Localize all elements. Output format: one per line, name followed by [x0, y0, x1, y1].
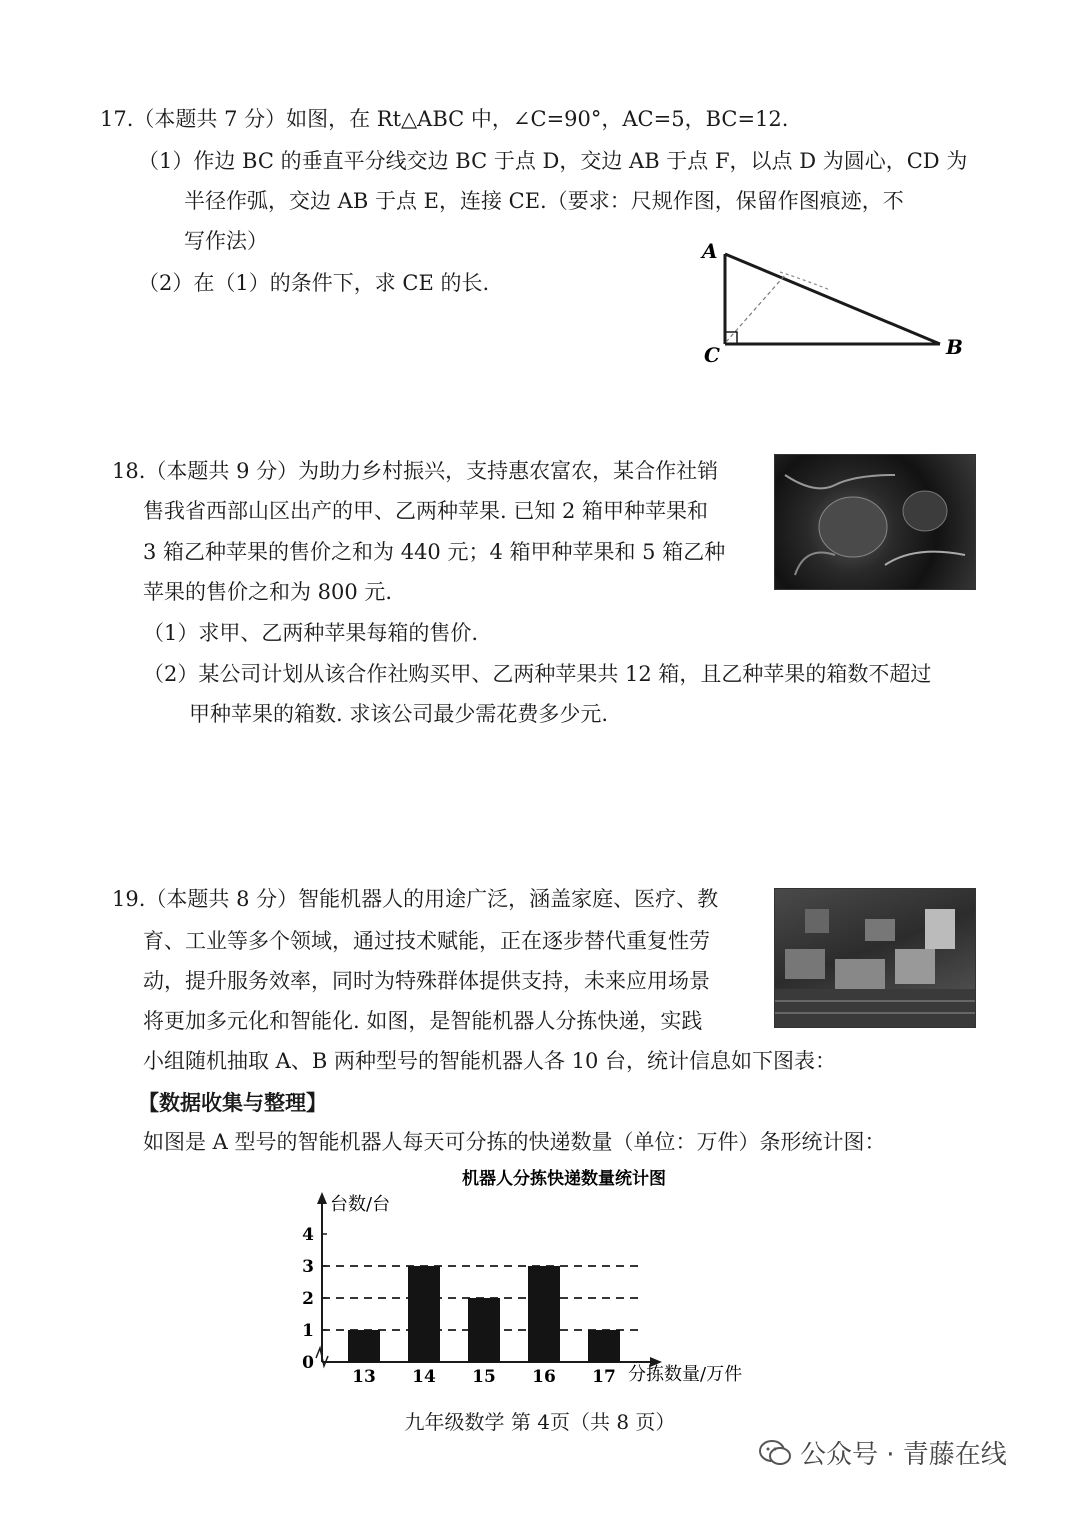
chart-title: 机器人分拣快递数量统计图	[462, 1169, 666, 1189]
chart-y-tick-label: 4	[302, 1225, 314, 1245]
q19-stem-line5: 小组随机抽取 A、B 两种型号的智能机器人各 10 台，统计信息如下图表：	[143, 1049, 837, 1073]
q19-stem-line1: 19.（本题共 8 分）智能机器人的用途广泛，涵盖家庭、医疗、教	[112, 887, 719, 911]
label-b: B	[946, 335, 963, 359]
q18-stem-line3: 3 箱乙种苹果的售价之和为 440 元；4 箱甲种苹果和 5 箱乙种	[143, 540, 726, 564]
chart-y-ticks	[302, 1225, 327, 1373]
chart-x-tick-label: 17	[592, 1367, 616, 1387]
watermark-text: 公众号 · 青藤在线	[800, 1440, 1007, 1470]
chart-x-tick-label: 13	[352, 1367, 376, 1387]
chart-bar	[588, 1330, 620, 1362]
chart-y-tick-label: 2	[302, 1289, 314, 1309]
chart-x-ticks	[352, 1367, 616, 1387]
side-ab	[725, 254, 940, 344]
chart-bar	[348, 1330, 380, 1362]
chart-y-axis-arrow	[317, 1192, 327, 1204]
q19-section-title: 【数据收集与整理】	[138, 1090, 327, 1115]
q18-stem-line2: 售我省西部山区出产的甲、乙两种苹果. 已知 2 箱甲种苹果和	[143, 499, 709, 523]
right-angle-mark	[725, 332, 737, 344]
q19-stem-line2: 育、工业等多个领域，通过技术赋能，正在逐步替代重复性劳	[143, 929, 710, 953]
chart-x-tick-label: 16	[532, 1367, 556, 1387]
robot-sorting-photo	[774, 888, 976, 1028]
watermark	[758, 1434, 1007, 1471]
q19-chart-intro: 如图是 A 型号的智能机器人每天可分拣的快递数量（单位：万件）条形统计图：	[143, 1130, 886, 1154]
q17-part1-line1: （1）作边 BC 的垂直平分线交边 BC 于点 D，交边 AB 于点 F，以点 D 为圆心，CD 为	[138, 149, 968, 173]
chart-bar	[408, 1266, 440, 1362]
q18-part2-line1: （2）某公司计划从该合作社购买甲、乙两种苹果共 12 箱，且乙种苹果的箱数不超过	[143, 662, 932, 686]
wechat-icon	[758, 1438, 792, 1468]
robot-photo-art	[775, 889, 975, 1027]
bar-chart	[290, 1160, 760, 1390]
chart-y-tick-label: 1	[302, 1321, 314, 1341]
q17-part1-line2: 半径作弧，交边 AB 于点 E，连接 CE.（要求：尺规作图，保留作图痕迹，不	[184, 189, 904, 213]
chart-y-axis-label: 台数/台	[330, 1194, 391, 1215]
chart-x-axis-label: 分拣数量/万件	[628, 1364, 743, 1385]
chart-y-tick-label: 0	[302, 1353, 314, 1373]
q18-stem-line4: 苹果的售价之和为 800 元.	[143, 580, 393, 604]
apple-photo-art	[775, 455, 975, 589]
triangle-figure	[690, 232, 980, 372]
q18-part1: （1）求甲、乙两种苹果每箱的售价.	[143, 621, 479, 645]
chart-bar	[528, 1266, 560, 1362]
q18-part2-line2: 甲种苹果的箱数. 求该公司最少需花费多少元.	[189, 702, 609, 726]
chart-y-tick-label: 3	[302, 1257, 314, 1277]
q19-stem-line3: 动，提升服务效率，同时为特殊群体提供支持，未来应用场景	[143, 969, 710, 993]
q17-part1-line3: 写作法）	[184, 229, 268, 253]
q17-stem: 17.（本题共 7 分）如图，在 Rt△ABC 中，∠C=90°，AC=5，BC=12.	[100, 107, 789, 131]
chart-bars	[348, 1266, 620, 1362]
page-footer: 九年级数学 第 4页（共 8 页）	[404, 1410, 676, 1434]
q17-part2: （2）在（1）的条件下，求 CE 的长.	[138, 271, 490, 295]
q18-stem-line1: 18.（本题共 9 分）为助力乡村振兴，支持惠农富农，某合作社销	[112, 459, 719, 483]
chart-bar	[468, 1298, 500, 1362]
chart-x-tick-label: 14	[412, 1367, 436, 1387]
q19-stem-line4: 将更加多元化和智能化. 如图，是智能机器人分拣快递，实践	[143, 1009, 703, 1033]
apple-tree-photo	[774, 454, 976, 590]
chart-x-tick-label: 15	[472, 1367, 496, 1387]
label-a: A	[702, 239, 718, 263]
label-c: C	[704, 343, 720, 367]
